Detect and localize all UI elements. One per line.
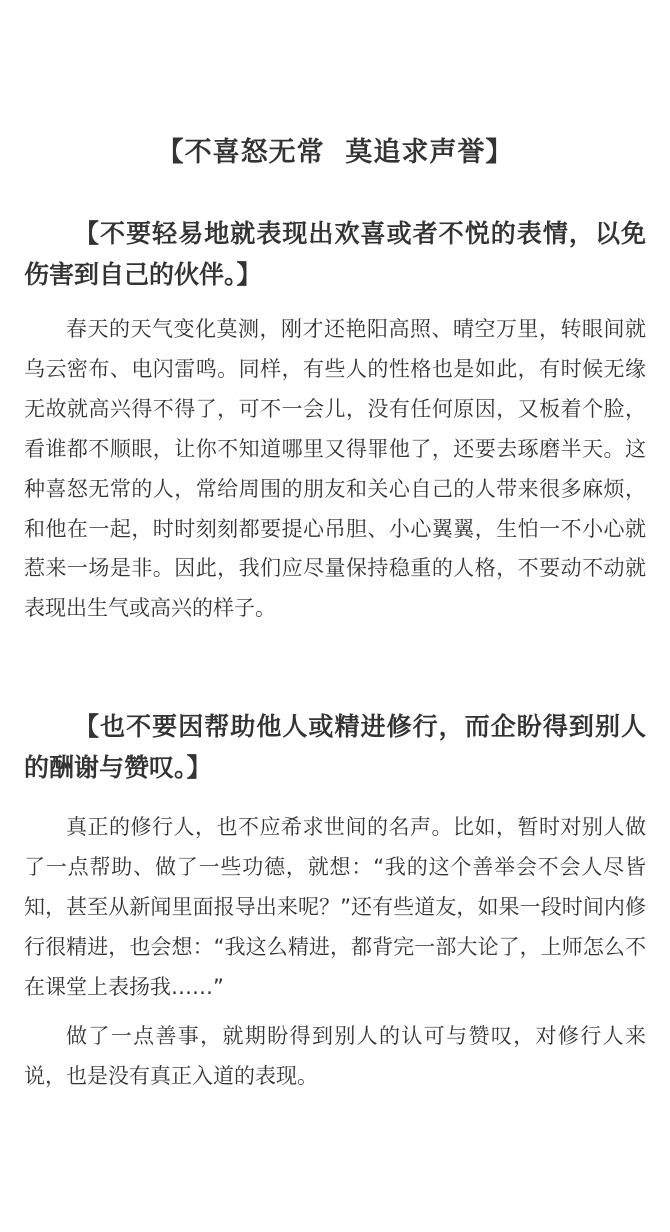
- section-heading-1: 【不要轻易地就表现出欢喜或者不悦的表情，以免伤害到自己的伙伴。】: [24, 219, 646, 289]
- section-1-paragraph-1: 春天的天气变化莫测，刚才还艳阳高照、晴空万里，转眼间就乌云密布、电闪雷鸣。同样，有些人的性格也是如此，有时候无缘无故就高兴得不得了，可不一会儿，没有任何原因，又板着个脸，看谁都不顺眼，让你不知道哪里又得罪他了，还要去琢磨半天。这种喜怒无常的人，常给周围的朋友和关心自己的人带来很多麻烦，和他在一起，时时刻刻都要提心吊胆、小心翼翼，生怕一不小心就惹来一场是非。因此，我们应尽量保持稳重的人格，不要动不动就表现出生气或高兴的样子。: [24, 317, 646, 621]
- section-2-paragraph-2: 做了一点善事，就期盼得到别人的认可与赞叹，对修行人来说，也是没有真正入道的表现。: [24, 1024, 646, 1088]
- section-heading-2: 【也不要因帮助他人或精进修行，而企盼得到别人的酬谢与赞叹。】: [24, 712, 646, 782]
- article-title: 【不喜怒无常 莫追求声誉】: [156, 137, 514, 168]
- section-2-paragraph-1: 真正的修行人，也不应希求世间的名声。比如，暂时对别人做了一点帮助、做了一些功德，就想：“我的这个善举会不会人尽皆知，甚至从新闻里面报导出来呢？”还有些道友，如果一段时间内修行很精进，也会想：“我这么精进，都背完一部大论了，上师怎么不在课堂上表扬我……”: [24, 815, 646, 999]
